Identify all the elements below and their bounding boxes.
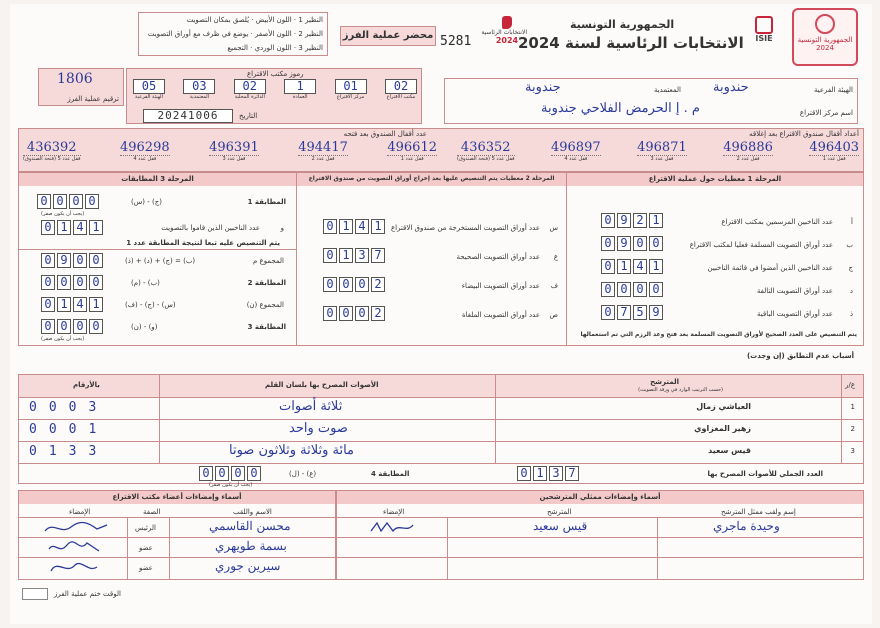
s1-row-2-value: 0 9 0 0 bbox=[601, 236, 663, 251]
sumn-label: المجموع (ن) bbox=[246, 301, 284, 309]
seal-before-2: 496886 bbox=[723, 140, 773, 155]
s2-row-1-label: عدد أوراق التصويت المستخرجة من صندوق الاقتراع bbox=[390, 224, 540, 232]
seal-number-value: 1806 bbox=[57, 71, 93, 87]
seal-before-3: 496871 bbox=[637, 140, 687, 155]
sum-value: 0 9 0 0 bbox=[41, 253, 103, 268]
stamp-emblem-icon bbox=[815, 14, 835, 34]
center-label: اسم مركز الاقتراع bbox=[799, 109, 853, 117]
tunisia-map-icon bbox=[502, 16, 512, 29]
stage1-note: يتم التنصيص على العدد الصحيح لأوراق التصويت المسلمة بعد فتح وعد الرزم التي تم استعمالها bbox=[580, 331, 857, 338]
copy-1: النظير 1 · اللون الأبيض · يُلصق بمكان التصويت bbox=[186, 16, 323, 24]
report-title: محضر عملية الفرز bbox=[340, 26, 436, 46]
office-col-role: الصفة bbox=[143, 508, 161, 516]
m1-value: 0 0 0 0 bbox=[37, 194, 99, 209]
s1-row-3-value: 0 1 4 1 bbox=[601, 259, 663, 274]
result-num: 1 bbox=[850, 403, 855, 411]
office-member-name: محسن القاسمي bbox=[209, 519, 291, 533]
reps-col-sign: الإمضاء bbox=[383, 508, 405, 516]
s1-row-1-value: 0 9 2 1 bbox=[601, 213, 663, 228]
s1-row-2-code: ب bbox=[846, 241, 853, 249]
candidate-name: زهير المغزاوي bbox=[694, 424, 751, 433]
result-num: 2 bbox=[850, 425, 855, 433]
copies-box bbox=[138, 12, 328, 56]
total-value: 0 1 3 7 bbox=[517, 466, 579, 481]
copy-3: النظير 3 · اللون الوردي · التجميع bbox=[227, 44, 323, 52]
seals-after: 436392 قفل عدد 5 (فتحة الصندوق) 496298 قفل عدد 4 496391 قفل عدد 3 494417 قفل عدد 2 496612 قفل عدد 1 bbox=[23, 140, 437, 162]
code-authority: 05 bbox=[133, 79, 165, 94]
m2-value: 0 0 0 0 bbox=[41, 275, 103, 290]
office-col-name: الاسم واللقب bbox=[233, 508, 272, 516]
m1-result-note: يتم التنصيص عليه تبعا لنتيجة المطابقة عدد 1 bbox=[126, 239, 280, 247]
closing-seals-label: أعداد أقفال صندوق الاقتراع بعد إغلاقه bbox=[749, 130, 859, 138]
rep-signature bbox=[367, 519, 417, 537]
office-codes: 05 الهيئة الفرعية 03 المعتمدية 02 الدائرة المحلية 1 العمادة 01 مركز الاقتراع 02 مكتب الاقتراع bbox=[133, 79, 417, 100]
official-stamp: الجمهورية التونسية 2024 bbox=[792, 8, 858, 66]
stage2-title: المرحلة 2 معطيات يتم التنصيص عليها بعد إخراج أوراق التصويت من صندوق الاقتراع bbox=[297, 173, 566, 186]
s2-row-3-value: 0 0 0 2 bbox=[323, 277, 385, 292]
seal-after-5: 436392 bbox=[23, 140, 81, 156]
votes-digits: 0 0 0 3 bbox=[29, 400, 97, 415]
s2-row-2-code: ع bbox=[553, 253, 558, 261]
seal-after-2: 494417 bbox=[298, 140, 348, 155]
s2-row-4-value: 0 0 0 2 bbox=[323, 306, 385, 321]
m4-note: (يجب أن يكون صفر) bbox=[209, 482, 253, 488]
col-candidate-sub: (حسب الترتيب الوارد في ورقة التصويت) bbox=[638, 387, 723, 393]
republic-title: الجمهورية التونسية bbox=[570, 18, 675, 31]
s1-row-4-code: د bbox=[849, 287, 853, 295]
s1-row-1-label: عدد الناخبين المرسمين بمكتب الاقتراع bbox=[721, 218, 833, 226]
end-time-label: الوقت ختم عملية الفرز bbox=[54, 590, 121, 598]
m3-label: المطابقة 3 bbox=[247, 323, 286, 331]
m4-formula: (ع) - (ل) bbox=[289, 470, 317, 478]
office-member-role: الرئيس bbox=[135, 524, 156, 532]
m1b-value: 0 1 4 1 bbox=[41, 220, 103, 235]
m2-label: المطابقة 2 bbox=[247, 279, 286, 287]
election-title: الانتخابات الرئاسية لسنة 2024 bbox=[518, 34, 744, 52]
seal-after-1: 496612 bbox=[387, 140, 437, 155]
s2-row-3-label: عدد أوراق التصويت البيضاء bbox=[461, 282, 540, 290]
m1b-label: عدد الناخبين الذين قاموا بالتصويت bbox=[161, 224, 260, 232]
delegation-value: جندوبة bbox=[525, 80, 561, 95]
seal-number-label: ترقيم عملية الفرز bbox=[67, 95, 119, 103]
s1-row-3-code: ج bbox=[848, 264, 853, 272]
results-table bbox=[18, 374, 864, 488]
seal-after-3: 496391 bbox=[209, 140, 259, 155]
election-logo: الانتخابات الرئاسية 2024 bbox=[487, 16, 527, 58]
code-sector: 1 bbox=[284, 79, 316, 94]
authority-label: الهيئة الفرعية bbox=[813, 86, 853, 94]
office-codes-box bbox=[126, 68, 422, 124]
office-col-sign: الإمضاء bbox=[69, 508, 91, 516]
reps-sig-title: أسماء وإمضاءات ممثلي المترشحين bbox=[337, 491, 863, 504]
stage2-panel bbox=[297, 173, 567, 345]
rep-name: وحيدة ماجري bbox=[713, 519, 780, 533]
m1-formula: (ج) - (س) bbox=[131, 198, 162, 206]
location-box bbox=[444, 78, 858, 124]
total-label: العدد الجملي للأصوات المصرح بها bbox=[707, 470, 823, 478]
copy-2: النظير 2 · اللون الأصفر · يوضع في ظرف مع أوراق التصويت bbox=[147, 30, 323, 38]
candidate-name: قيس سعيد bbox=[708, 446, 751, 455]
code-center: 01 bbox=[335, 79, 367, 94]
stage3-panel bbox=[19, 173, 297, 345]
seal-before-1: 496403 bbox=[809, 140, 859, 155]
s1-row-5-value: 0 7 5 9 bbox=[601, 305, 663, 320]
candidate-name: العياشي زمال bbox=[696, 402, 751, 411]
rep-candidate: قيس سعيد bbox=[533, 519, 588, 533]
m3-formula: (و) - (ن) bbox=[131, 323, 158, 331]
isie-logo: ISIE bbox=[743, 16, 785, 60]
m1b-code: و bbox=[280, 224, 284, 232]
result-num: 3 bbox=[850, 447, 855, 455]
opening-seals-label: عدد أقفال الصندوق بعد فتحه bbox=[343, 130, 427, 138]
m1-note: (يجب أن يكون صفر) bbox=[41, 211, 85, 217]
form-number: 5281 bbox=[440, 34, 472, 49]
stage1-panel bbox=[567, 173, 863, 345]
s2-row-4-label: عدد أوراق التصويت الملغاة bbox=[461, 311, 540, 319]
sumn-value: 0 1 4 1 bbox=[41, 297, 103, 312]
seal-after-4: 496298 bbox=[119, 140, 170, 155]
votes-digits: 0 0 0 1 bbox=[29, 422, 97, 437]
date-label: التاريخ bbox=[239, 112, 258, 120]
stage3-title: المرحلة 3 المطابقات bbox=[19, 173, 296, 186]
s2-row-4-code: ص bbox=[549, 311, 558, 319]
office-codes-label: رموز مكتب الاقتراع bbox=[247, 70, 304, 78]
office-sig-title: أسماء وإمضاءات أعضاء مكتب الاقتراع bbox=[19, 491, 335, 504]
s1-row-2-label: عدد أوراق التصويت المسلمة فعليا لمكتب الاقتراع bbox=[689, 241, 833, 249]
m4-label: المطابقة 4 bbox=[371, 470, 410, 478]
s1-row-5-code: ذ bbox=[849, 310, 853, 318]
date-value: 20241006 bbox=[143, 109, 233, 123]
office-member-name: سيرين جوري bbox=[215, 559, 281, 573]
s2-row-3-code: ف bbox=[550, 282, 558, 290]
signature-1 bbox=[41, 519, 111, 537]
code-delegation: 03 bbox=[183, 79, 215, 94]
seal-before-5: 436352 bbox=[457, 140, 515, 156]
sum-label: المجموع م bbox=[252, 257, 284, 265]
code-locality: 02 bbox=[234, 79, 266, 94]
isie-mark-icon bbox=[755, 16, 773, 34]
col-num: ع/ر bbox=[845, 381, 855, 389]
votes-digits: 0 1 3 3 bbox=[29, 444, 97, 459]
reasons-label: أسباب عدم التطابق (إن وجدت) bbox=[746, 352, 854, 360]
stages-box bbox=[18, 172, 864, 346]
s1-row-5-label: عدد أوراق التصويت الباقية bbox=[757, 310, 833, 318]
s2-row-1-code: س bbox=[549, 224, 558, 232]
s1-row-4-label: عدد أوراق التصويت التالفة bbox=[756, 287, 833, 295]
office-member-role: عضو bbox=[139, 564, 153, 572]
seal-number-box bbox=[38, 68, 124, 106]
delegation-label: المعتمدية bbox=[653, 86, 681, 94]
center-value: م . إ الحرمض الفلاحي جندوبة bbox=[541, 101, 700, 116]
seals-box bbox=[18, 128, 864, 172]
m1-label: المطابقة 1 bbox=[247, 198, 286, 206]
zero-note: (يجب أن يكون صفر) bbox=[41, 336, 85, 342]
code-office: 02 bbox=[385, 79, 417, 94]
reps-signatures bbox=[336, 490, 864, 580]
office-signatures bbox=[18, 490, 336, 580]
m2-formula: (ب) - (م) bbox=[131, 279, 160, 287]
signature-3 bbox=[45, 559, 105, 577]
col-candidate: المترشح bbox=[650, 378, 679, 386]
office-member-role: عضو bbox=[139, 544, 153, 552]
votes-words: مائة وثلاثة وثلاثون صوتا bbox=[229, 443, 355, 458]
s2-row-2-value: 0 1 3 7 bbox=[323, 248, 385, 263]
office-member-name: بسمة طويهري bbox=[215, 539, 287, 553]
votes-words: صوت واحد bbox=[289, 421, 348, 436]
reps-col-name: إسم ولقب ممثل المترشح bbox=[721, 508, 796, 516]
m4-value: 0 0 0 0 bbox=[199, 466, 261, 481]
sum-formula: (ب) = (ج) + (د) + (ذ) bbox=[125, 257, 196, 265]
m3-value: 0 0 0 0 bbox=[41, 319, 103, 334]
s1-row-1-code: أ bbox=[851, 218, 853, 226]
seals-before: 436352 قفل عدد 5 (فتحة الصندوق) 496897 قفل عدد 4 496871 قفل عدد 3 496886 قفل عدد 2 496403 قفل عدد 1 bbox=[457, 140, 859, 162]
reps-col-candidate: المترشح bbox=[547, 508, 572, 516]
s1-row-4-value: 0 0 0 0 bbox=[601, 282, 663, 297]
s2-row-1-value: 0 1 4 1 bbox=[323, 219, 385, 234]
end-time-field bbox=[22, 588, 48, 600]
votes-words: ثلاثة أصوات bbox=[279, 399, 343, 414]
authority-value: حندوبة bbox=[713, 80, 749, 95]
col-words: الأصوات المصرح بها بلسان القلم bbox=[265, 381, 379, 389]
sumn-formula: (س) - (ج) - (ف) bbox=[125, 301, 176, 309]
report-form bbox=[10, 4, 872, 624]
end-time bbox=[22, 588, 121, 600]
col-digits: بالأرقام bbox=[73, 381, 100, 389]
signature-2 bbox=[45, 539, 105, 557]
s1-row-3-label: عدد الناخبين الذين أمضوا في قائمة الناخبين bbox=[707, 264, 833, 272]
seal-before-4: 496897 bbox=[550, 140, 601, 155]
s2-row-2-label: عدد أوراق التصويت الصحيحة bbox=[456, 253, 540, 261]
stage1-title: المرحلة 1 معطيات حول عملية الاقتراع bbox=[567, 173, 863, 186]
